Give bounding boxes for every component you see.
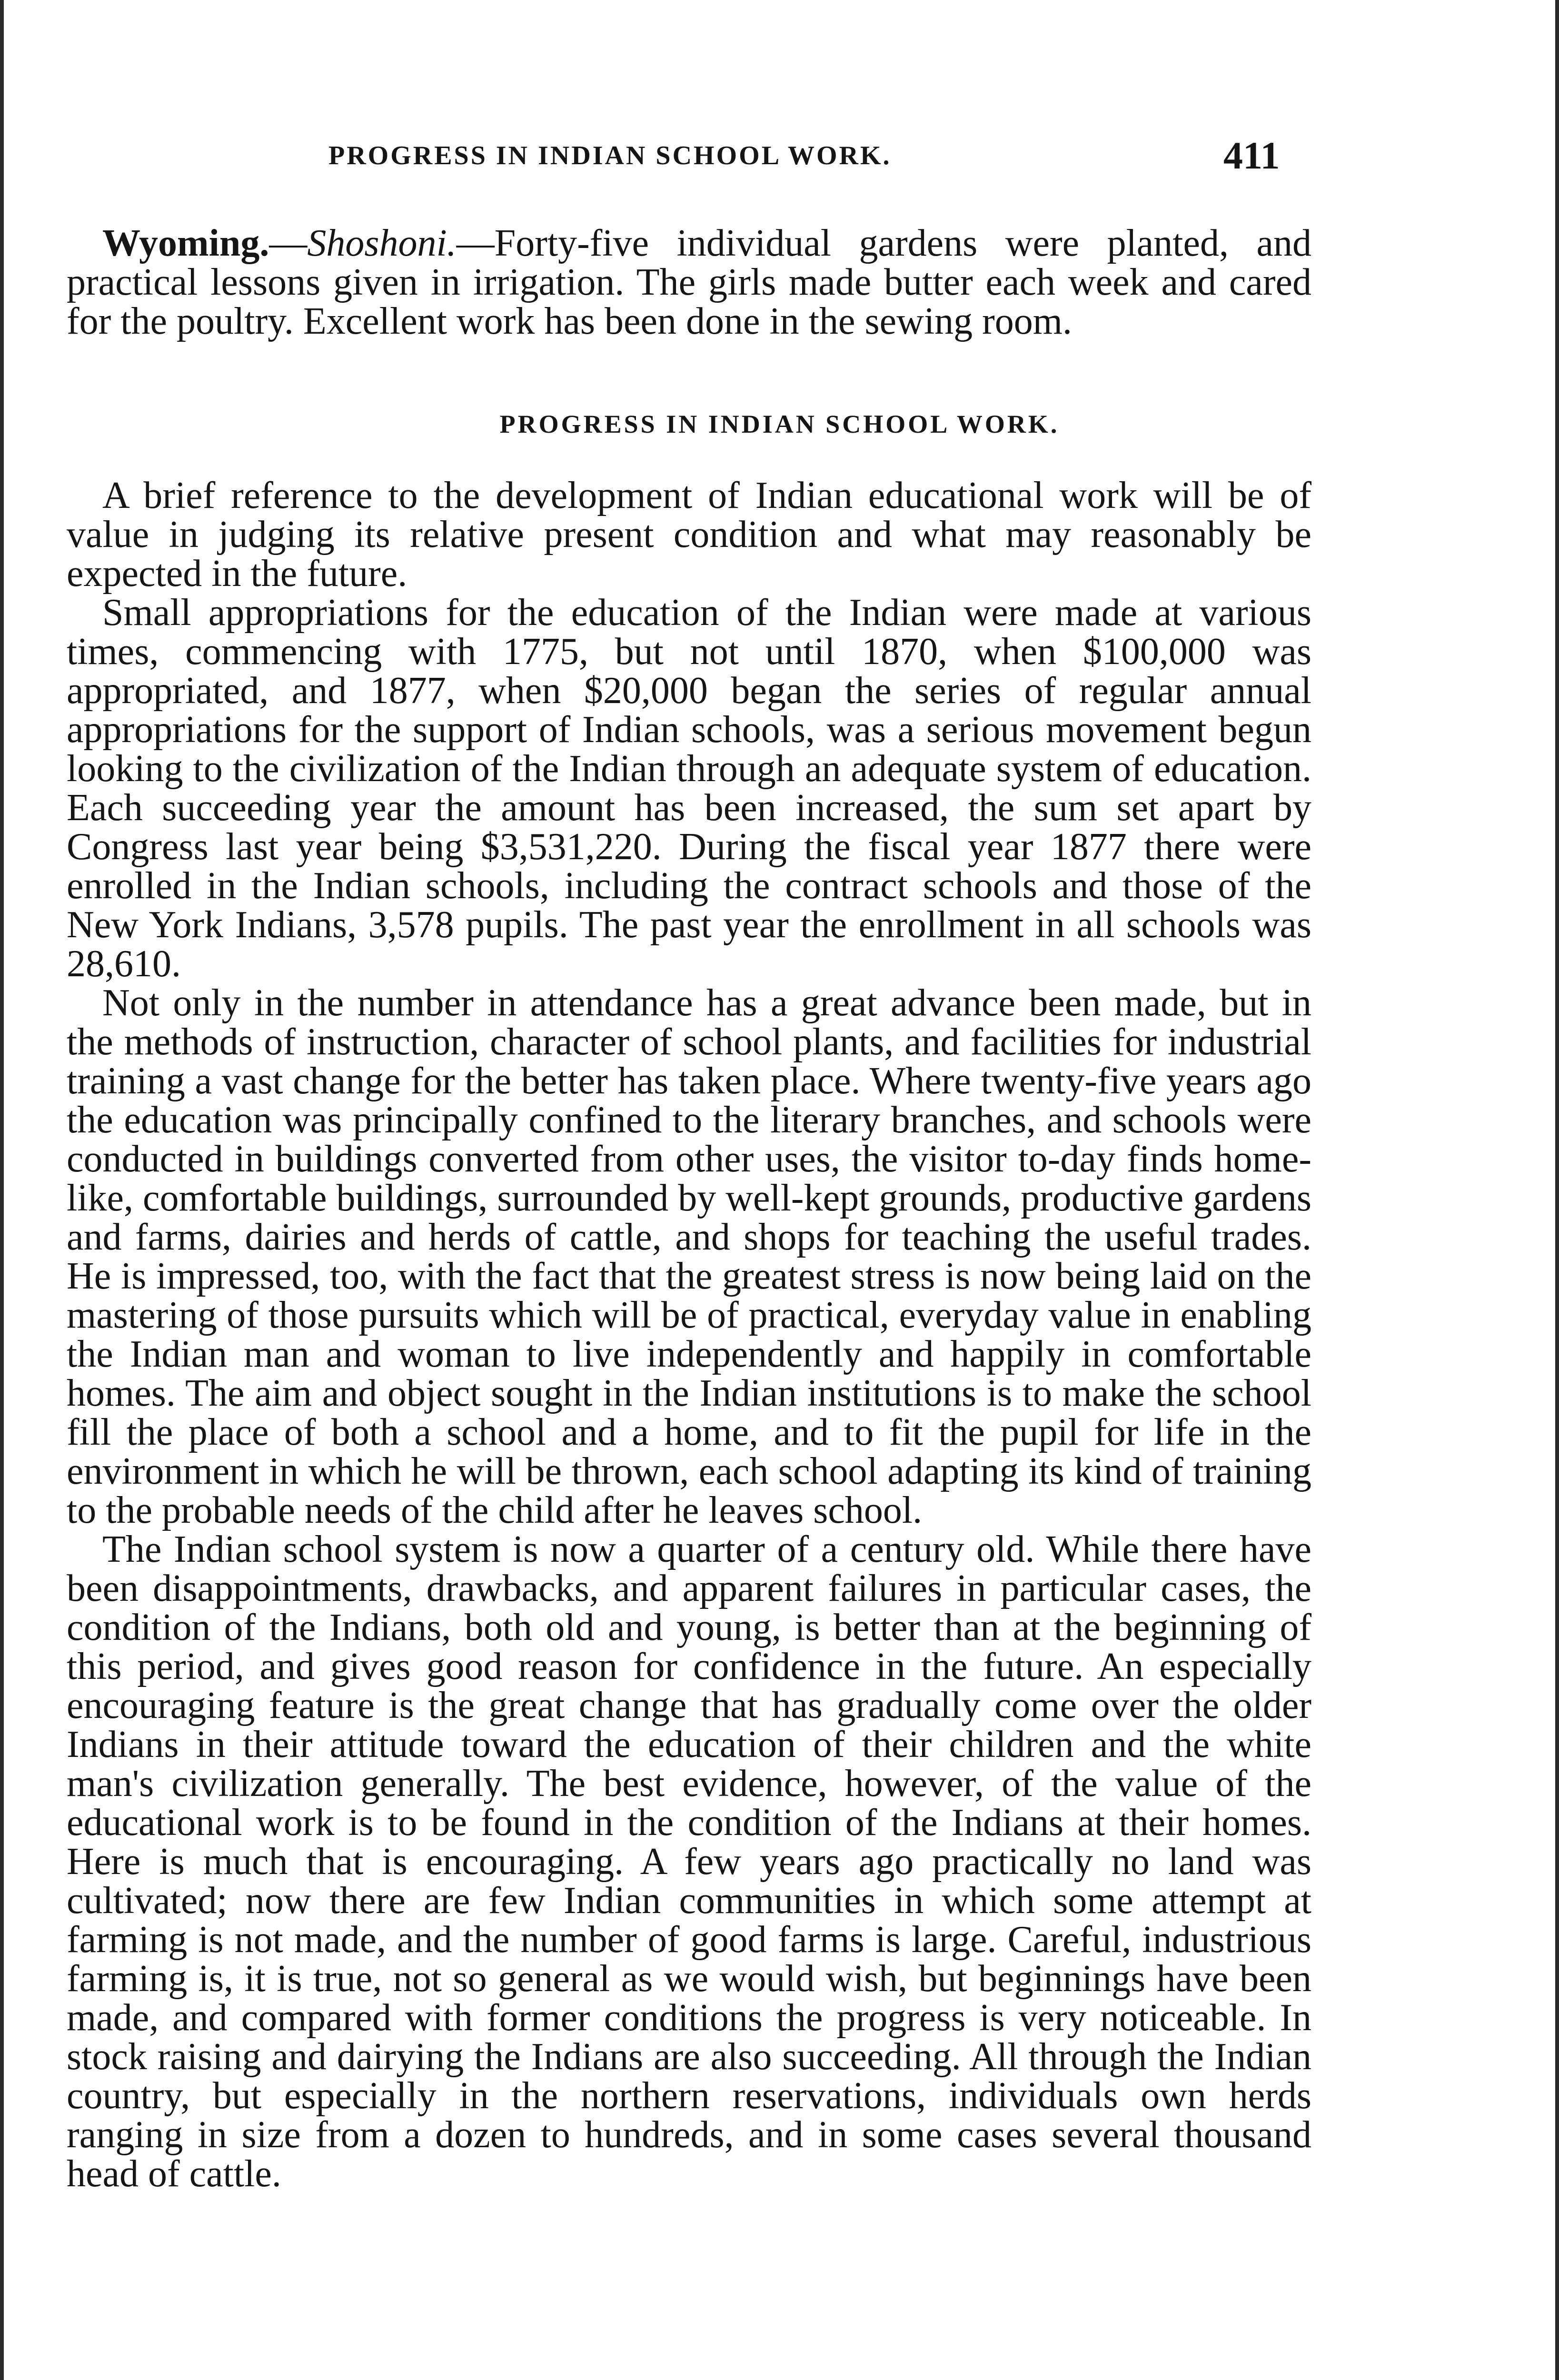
wyoming-paragraph: [67, 224, 1311, 341]
wyoming-text: Forty-five individual gardens were planted, and practical lessons given in irrigation. The girls made butter each week and cared for the poultry. Excellent work has been done in the sewing room.: [67, 222, 1311, 342]
running-head: PROGRESS IN INDIAN SCHOOL WORK.: [328, 141, 892, 170]
scan-left-edge: [0, 0, 4, 2380]
paragraph-appropriations: Small appropriations for the education of the Indian were made at various times, commencing with 1775, but not until 1870, when $100,000 was appropriated, and 1877, when $20,000 began the series of regular annual appropriations for the support of Indian schools, was a serious movement begun looking to the civilization of the Indian through an adequate system of education. Each succeeding year the amount has been increased, the sum set apart by Congress last year being $3,531,220. During the fiscal year 1877 there were enrolled in the Indian schools, including the contract schools and those of the New York Indians, 3,578 pupils. The past year the enrollment in all schools was 28,610.: [67, 592, 1311, 985]
tribe-name: Shoshoni.: [307, 222, 457, 264]
paragraph-advances: Not only in the number in attendance has a great advance been made, but in the methods of instruction, character of school plants, and facilities for industrial training a vast change for the better has taken place. Where twenty-five years ago the education was principally confined to the literary branches, and schools were conducted in buildings converted from other uses, the visitor to-day finds home-like, comfortable buildings, surrounded by well-kept grounds, productive gardens and farms, dairies and herds of cattle, and shops for teaching the useful trades. He is impressed, too, with the fact that the greatest stress is now being laid on the mastering of those pursuits which will be of practical, everyday value in enabling the Indian man and woman to live independently and happily in comfortable homes. The aim and object sought in the Indian institutions is to make the school fill the place of both a school and a home, and to fit the pupil for life in the environment in which he will be thrown, each school adapting its kind of training to the probable needs of the child after he leaves school.: [67, 982, 1311, 1531]
em-dash: —: [269, 222, 308, 264]
section-heading: PROGRESS IN INDIAN SCHOOL WORK.: [499, 410, 1060, 438]
scan-right-edge: [1555, 0, 1559, 2380]
paragraph-intro: A brief reference to the development of Indian educational work will be of value in judging its relative present condition and what may reasonably be expected in the future.: [67, 475, 1311, 595]
page-number: 411: [1223, 134, 1280, 177]
main-text: [67, 476, 1311, 2193]
em-dash: —: [456, 222, 495, 264]
state-name: Wyoming.: [102, 222, 269, 264]
paragraph-system-age: The Indian school system is now a quarter of a century old. While there have been disappointments, drawbacks, and apparent failures in particular cases, the condition of the Indians, both old and young, is better than at the beginning of this period, and gives good reason for confidence in the future. An especially encouraging feature is the great change that has gradually come over the older Indians in their attitude toward the education of their children and the white man's civilization generally. The best evidence, however, of the value of the educational work is to be found in the condition of the Indians at their homes. Here is much that is encouraging. A few years ago practically no land was cultivated; now there are few Indian communities in which some attempt at farming is not made, and the number of good farms is large. Careful, industrious farming is, it is true, not so general as we would wish, but beginnings have been made, and compared with former conditions the progress is very noticeable. In stock raising and dairying the Indians are also succeeding. All through the Indian country, but especially in the northern reservations, individuals own herds ranging in size from a dozen to hundreds, and in some cases several thousand head of cattle.: [67, 1528, 1311, 2195]
